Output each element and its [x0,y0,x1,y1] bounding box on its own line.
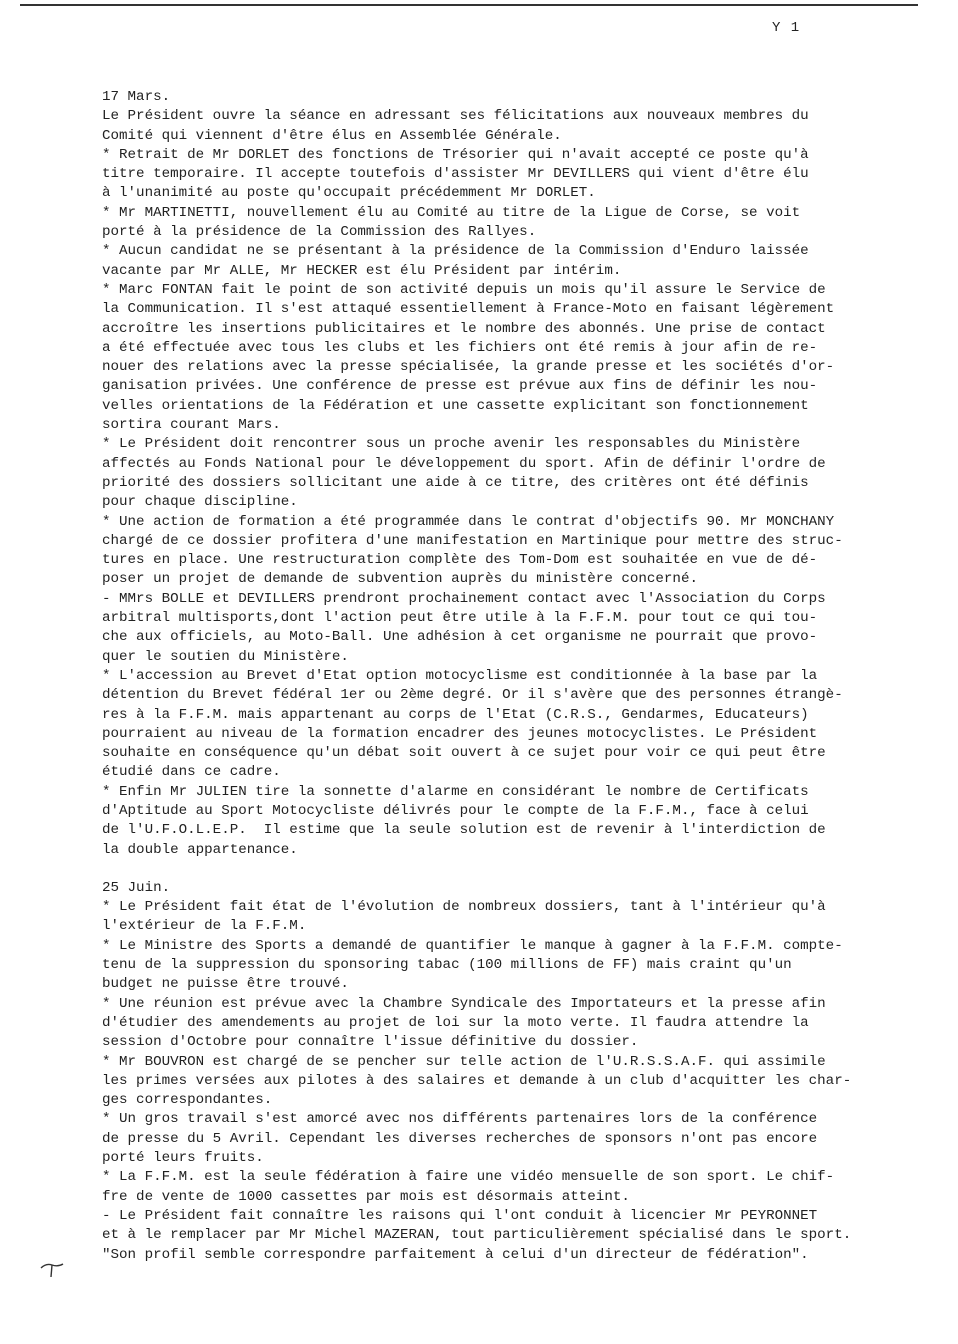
text-line: souhaite en conséquence qu'un débat soit ouvert à ce sujet pour voir ce qui peut être [102,745,826,762]
text-line: les primes versées aux pilotes à des salaires et demande à un club d'acquitter les char- [102,1072,852,1089]
text-line: "Son profil semble correspondre parfaitement à celui d'un directeur de fédération". [102,1246,809,1263]
text-line: * Enfin Mr JULIEN tire la sonnette d'alarme en considérant le nombre de Certificats [102,783,809,800]
text-line: ges correspondantes. [102,1092,273,1109]
text-line: velles orientations de la Fédération et une cassette explicitant son fonctionnement [102,397,809,414]
text-line: session d'Octobre pour connaître l'issue définitive du dossier. [102,1034,639,1051]
document-body [102,88,947,1265]
text-line: porté à la présidence de la Commission des Rallyes. [102,224,537,241]
handwritten-mark-icon [40,1262,64,1278]
text-line: chargé de ce dossier profitera d'une manifestation en Martinique pour mettre des struc- [102,532,843,549]
text-line: de presse du 5 Avril. Cependant les diverses recherches de sponsors n'ont pas encore [102,1130,818,1147]
text-line: d'étudier des amendements au projet de loi sur la moto verte. Il faudra attendre la [102,1014,809,1031]
text-line: * Aucun candidat ne se présentant à la présidence de la Commission d'Enduro laissée [102,243,809,260]
text-line: de l'U.F.O.L.E.P. Il estime que la seule solution est de revenir à l'interdiction de [102,822,826,839]
text-line: poser un projet de demande de subvention auprès du ministère concerné. [102,571,698,588]
text-line: * Le Ministre des Sports a demandé de quantifier le manque à gagner à la F.F.M. compte- [102,937,843,954]
text-line: affectés au Fonds National pour le développement du sport. Afin de définir l'ordre de [102,455,826,472]
text-line: vacante par Mr ALLE, Mr HECKER est élu Président par intérim. [102,262,622,279]
text-line: * Le Président doit rencontrer sous un proche avenir les responsables du Ministère [102,436,801,453]
text-line: * Retrait de Mr DORLET des fonctions de Trésorier qui n'avait accepté ce poste qu'à [102,146,809,163]
text-line: * Une action de formation a été programmée dans le contrat d'objectifs 90. Mr MONCHANY [102,513,835,530]
text-line: pour chaque discipline. [102,494,298,511]
text-line: tenu de la suppression du sponsoring tabac (100 millions de FF) mais craint qu'un [102,957,792,974]
text-line: pourraient au niveau de la formation encadrer des jeunes motocyclistes. Le Président [102,725,818,742]
top-rule [20,4,918,6]
text-line: l'extérieur de la F.F.M. [102,918,307,935]
minutes-section [102,88,947,860]
text-line: la double appartenance. [102,841,298,858]
text-line: accroître les insertions publicitaires et le nombre des abonnés. Une prise de contact [102,320,826,337]
section-date: 25 Juin. [102,879,171,896]
text-line: * Mr BOUVRON est chargé de se pencher sur telle action de l'U.R.S.S.A.F. qui assimile [102,1053,826,1070]
page-number: Y 1 [772,20,801,36]
text-line: - MMrs BOLLE et DEVILLERS prendront prochainement contact avec l'Association du Corps [102,590,826,607]
section-date: 17 Mars. [102,89,171,105]
minutes-section [102,879,947,1265]
text-line: d'Aptitude au Sport Motocycliste délivrés pour le compte de la F.F.M., face à celui [102,802,809,819]
text-line: res à la F.F.M. mais appartenant au corps de l'Etat (C.R.S., Gendarmes, Educateurs) [102,706,809,723]
text-line: * Une réunion est prévue avec la Chambre Syndicale des Importateurs et la presse afin [102,995,826,1012]
text-line: détention du Brevet fédéral 1er ou 2ème degré. Or il s'avère que des personnes étrangè- [102,687,843,704]
text-line: étudié dans ce cadre. [102,764,281,781]
text-line: * Mr MARTINETTI, nouvellement élu au Comité au titre de la Ligue de Corse, se voit [102,204,801,221]
text-line: fre de vente de 1000 cassettes par mois est désormais atteint. [102,1188,630,1205]
text-line: * Un gros travail s'est amorcé avec nos différents partenaires lors de la conférence [102,1111,818,1128]
text-line: titre temporaire. Il accepte toutefois d'assister Mr DEVILLERS qui vient d'être élu [102,166,809,183]
text-line: et à le remplacer par Mr Michel MAZERAN, tout particulièrement spécialisé dans le sport. [102,1227,852,1244]
text-line: la Communication. Il s'est attaqué essentiellement à France-Moto en faisant légèrement [102,301,835,318]
text-line: ganisation privées. Une conférence de presse est prévue aux fins de définir les nou- [102,378,818,395]
text-line: * Marc FONTAN fait le point de son activité depuis un mois qu'il assure le Service de [102,281,826,298]
text-line: quer le soutien du Ministère. [102,648,349,665]
text-line: budget ne puisse être trouvé. [102,976,349,993]
text-line: nouer des relations avec la presse spécialisée, la grande presse et les sociétés d'or- [102,359,835,376]
text-line: à l'unanimité au poste qu'occupait précédemment Mr DORLET. [102,185,596,202]
text-line: arbitral multisports,dont l'action peut être utile à la F.F.M. pour tout ce qui tou- [102,610,818,627]
text-line: * Le Président fait état de l'évolution de nombreux dossiers, tant à l'intérieur qu'à [102,899,826,916]
text-line: priorité des dossiers sollicitant une aide à ce titre, des critères ont été définis [102,474,809,491]
text-line: porté leurs fruits. [102,1150,264,1167]
text-line: tures en place. Une restructuration complète des Tom-Dom est souhaitée en vue de dé- [102,552,818,569]
text-line: sortira courant Mars. [102,417,281,434]
text-line: * L'accession au Brevet d'Etat option motocyclisme est conditionnée à la base par la [102,667,818,684]
text-line: Le Président ouvre la séance en adressant ses félicitations aux nouveaux membres du [102,108,809,125]
text-line: a été effectuée avec tous les clubs et les fichiers ont été remis à jour afin de re- [102,339,818,356]
text-line: Comité qui viennent d'être élus en Assemblée Générale. [102,127,562,144]
text-line: che aux officiels, au Moto-Ball. Une adhésion à cet organisme ne pourrait que provo- [102,629,818,646]
text-line: * La F.F.M. est la seule fédération à faire une vidéo mensuelle de son sport. Le chif- [102,1169,835,1186]
text-line: - Le Président fait connaître les raisons qui l'ont conduit à licencier Mr PEYRONNET [102,1207,818,1224]
